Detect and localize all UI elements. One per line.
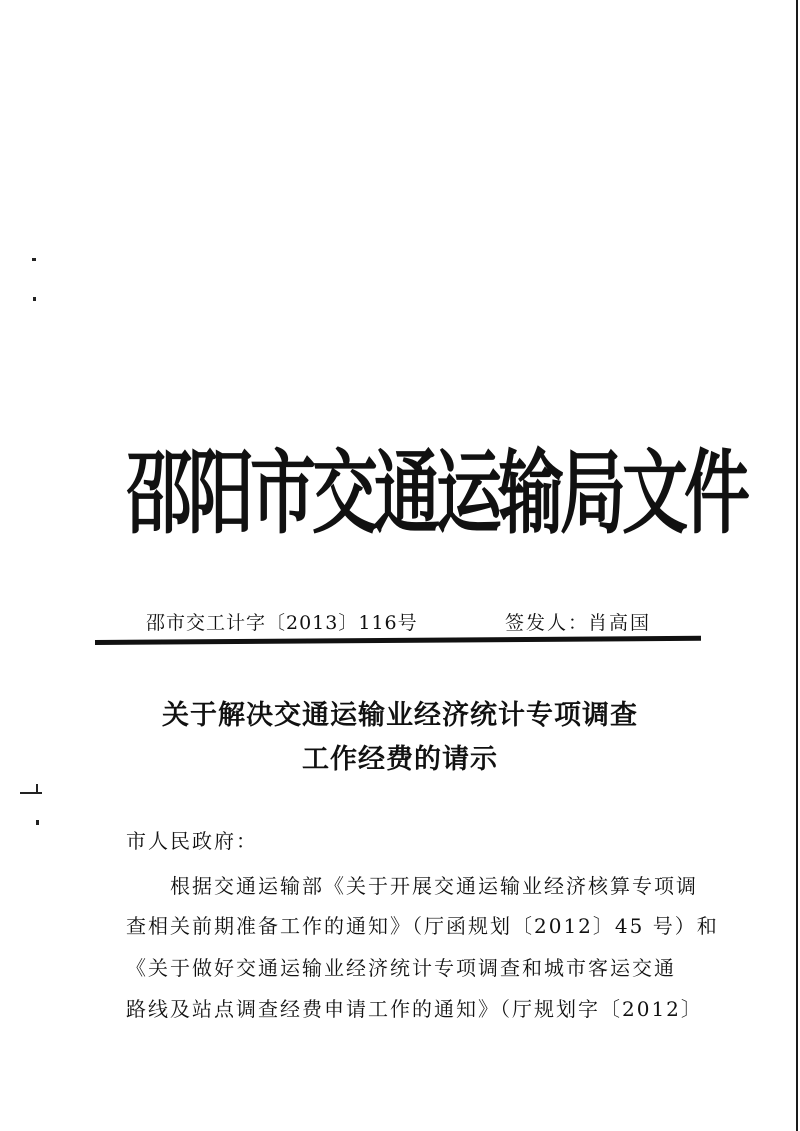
document-header-title: 邵阳市交通运输局文件 xyxy=(126,440,746,547)
signer-label: 签发人： xyxy=(505,612,590,634)
signer-name: 肖高国 xyxy=(588,612,652,634)
scan-speck xyxy=(33,297,36,301)
body-text-line: 路线及站点调查经费申请工作的通知》（厅规划字〔2012〕 xyxy=(126,997,703,1021)
header-divider-rule xyxy=(95,636,701,645)
scan-speck xyxy=(20,792,42,794)
scan-speck xyxy=(36,784,38,794)
body-text-line: 《关于做好交通运输业经济统计专项调查和城市客运交通 xyxy=(126,956,676,980)
scan-edge-line xyxy=(796,0,798,1131)
document-number: 邵市交工计字〔2013〕116号 xyxy=(146,612,418,634)
scan-speck xyxy=(36,820,39,825)
body-text-line: 根据交通运输部《关于开展交通运输业经济核算专项调 xyxy=(170,874,698,898)
body-text-line: 查相关前期准备工作的通知》（厅函规划〔2012〕45 号）和 xyxy=(126,914,719,938)
subject-title-line-1: 关于解决交通运输业经济统计专项调查 xyxy=(162,700,638,731)
scan-speck xyxy=(32,258,36,261)
salutation: 市人民政府： xyxy=(126,829,258,853)
subject-title-line-2: 工作经费的请示 xyxy=(302,744,498,775)
